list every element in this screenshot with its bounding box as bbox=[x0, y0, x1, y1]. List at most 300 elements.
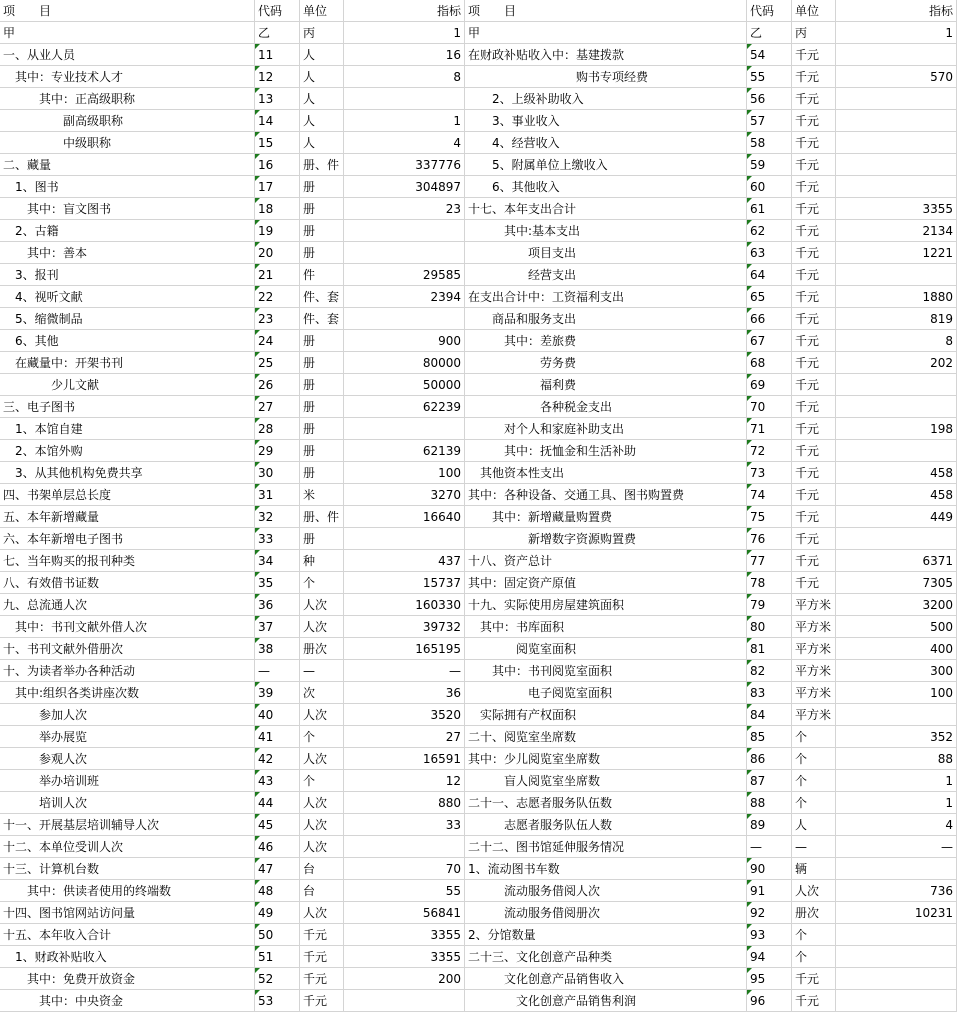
cell-right-code[interactable] bbox=[747, 968, 792, 990]
cell-left-value[interactable] bbox=[344, 968, 465, 990]
cell-left-code[interactable] bbox=[255, 110, 300, 132]
cell-left-value[interactable] bbox=[344, 792, 465, 814]
cell-left-item[interactable] bbox=[0, 528, 255, 550]
cell-right-unit[interactable] bbox=[792, 792, 836, 814]
cell-left-code[interactable] bbox=[255, 286, 300, 308]
cell-left-unit[interactable] bbox=[300, 726, 344, 748]
cell-left-item[interactable] bbox=[0, 286, 255, 308]
cell-right-code[interactable] bbox=[747, 330, 792, 352]
cell-left-item[interactable] bbox=[0, 880, 255, 902]
cell-left-item[interactable] bbox=[0, 132, 255, 154]
cell-right-item[interactable] bbox=[465, 858, 747, 880]
cell-left-unit[interactable] bbox=[300, 550, 344, 572]
cell-left-value[interactable] bbox=[344, 418, 465, 440]
cell-right-code[interactable] bbox=[747, 44, 792, 66]
cell-left-item[interactable] bbox=[0, 770, 255, 792]
cell-right-unit[interactable] bbox=[792, 132, 836, 154]
cell-left-code[interactable] bbox=[255, 880, 300, 902]
cell-left-unit[interactable] bbox=[300, 990, 344, 1012]
cell-right-unit[interactable] bbox=[792, 484, 836, 506]
cell-left-value[interactable] bbox=[344, 374, 465, 396]
cell-left-unit[interactable] bbox=[300, 418, 344, 440]
cell-right-item[interactable] bbox=[465, 616, 747, 638]
cell-left-value[interactable] bbox=[344, 396, 465, 418]
cell-left-value[interactable] bbox=[344, 132, 465, 154]
cell-right-value[interactable] bbox=[836, 286, 957, 308]
cell-left-value[interactable] bbox=[344, 638, 465, 660]
cell-right-value[interactable] bbox=[836, 352, 957, 374]
cell-right-unit[interactable] bbox=[792, 946, 836, 968]
cell-left-value[interactable] bbox=[344, 462, 465, 484]
cell-right-code[interactable] bbox=[747, 88, 792, 110]
cell-right-value[interactable] bbox=[836, 770, 957, 792]
cell-right-item[interactable] bbox=[465, 352, 747, 374]
cell-right-code[interactable] bbox=[747, 550, 792, 572]
cell-right-unit[interactable] bbox=[792, 396, 836, 418]
cell-right-value[interactable] bbox=[836, 308, 957, 330]
header-left-item[interactable] bbox=[0, 0, 255, 22]
cell-right-code[interactable] bbox=[747, 946, 792, 968]
cell-right-item[interactable] bbox=[465, 396, 747, 418]
cell-right-value[interactable] bbox=[836, 330, 957, 352]
cell-right-item[interactable] bbox=[465, 66, 747, 88]
cell-right-item[interactable] bbox=[465, 44, 747, 66]
cell-left-item[interactable] bbox=[0, 220, 255, 242]
cell-left-unit[interactable] bbox=[300, 462, 344, 484]
cell-left-item[interactable] bbox=[0, 308, 255, 330]
cell-right-item[interactable] bbox=[465, 506, 747, 528]
cell-right-value[interactable] bbox=[836, 484, 957, 506]
cell-left-value[interactable] bbox=[344, 902, 465, 924]
cell-right-value[interactable] bbox=[836, 572, 957, 594]
cell-right-item[interactable] bbox=[465, 242, 747, 264]
cell-left-value[interactable] bbox=[344, 352, 465, 374]
cell-left-value[interactable] bbox=[344, 836, 465, 858]
cell-right-item[interactable] bbox=[465, 880, 747, 902]
cell-right-item[interactable] bbox=[465, 814, 747, 836]
cell-right-item[interactable] bbox=[465, 946, 747, 968]
cell-left-value[interactable] bbox=[344, 484, 465, 506]
cell-left-code[interactable] bbox=[255, 594, 300, 616]
cell-left-code[interactable] bbox=[255, 220, 300, 242]
cell-left-item[interactable] bbox=[0, 506, 255, 528]
cell-right-code[interactable] bbox=[747, 484, 792, 506]
cell-left-unit[interactable] bbox=[300, 836, 344, 858]
cell-right-unit[interactable] bbox=[792, 704, 836, 726]
cell-right-unit[interactable] bbox=[792, 220, 836, 242]
cell-right-unit[interactable] bbox=[792, 440, 836, 462]
cell-left-item[interactable] bbox=[0, 66, 255, 88]
cell-left-unit[interactable] bbox=[300, 44, 344, 66]
cell-left-value[interactable] bbox=[344, 594, 465, 616]
cell-left-unit[interactable] bbox=[300, 154, 344, 176]
cell-left-unit[interactable] bbox=[300, 572, 344, 594]
cell-right-value[interactable] bbox=[836, 660, 957, 682]
cell-left-code[interactable] bbox=[255, 506, 300, 528]
cell-left-item[interactable] bbox=[0, 814, 255, 836]
cell-left-item[interactable] bbox=[0, 44, 255, 66]
cell-right-unit[interactable] bbox=[792, 176, 836, 198]
cell-left-unit[interactable] bbox=[300, 264, 344, 286]
cell-right-item[interactable] bbox=[465, 418, 747, 440]
cell-right-value[interactable] bbox=[836, 440, 957, 462]
cell-left-code[interactable] bbox=[255, 44, 300, 66]
cell-right-value[interactable] bbox=[836, 550, 957, 572]
cell-right-code[interactable] bbox=[747, 154, 792, 176]
cell-left-unit[interactable] bbox=[300, 968, 344, 990]
cell-left-code[interactable] bbox=[255, 88, 300, 110]
cell-left-item[interactable] bbox=[0, 792, 255, 814]
cell-right-code[interactable] bbox=[747, 220, 792, 242]
cell-left-unit[interactable] bbox=[300, 528, 344, 550]
cell-right-item[interactable] bbox=[465, 462, 747, 484]
cell-right-item[interactable] bbox=[465, 572, 747, 594]
cell-right-code[interactable] bbox=[747, 110, 792, 132]
cell-left-value[interactable] bbox=[344, 22, 465, 44]
cell-right-item[interactable] bbox=[465, 484, 747, 506]
cell-left-code[interactable] bbox=[255, 704, 300, 726]
cell-left-unit[interactable] bbox=[300, 286, 344, 308]
cell-left-unit[interactable] bbox=[300, 374, 344, 396]
cell-right-item[interactable] bbox=[465, 22, 747, 44]
cell-right-unit[interactable] bbox=[792, 22, 836, 44]
cell-left-unit[interactable] bbox=[300, 902, 344, 924]
cell-right-unit[interactable] bbox=[792, 990, 836, 1012]
cell-right-value[interactable] bbox=[836, 374, 957, 396]
cell-right-unit[interactable] bbox=[792, 528, 836, 550]
cell-left-item[interactable] bbox=[0, 946, 255, 968]
cell-left-item[interactable] bbox=[0, 242, 255, 264]
cell-right-code[interactable] bbox=[747, 682, 792, 704]
cell-right-unit[interactable] bbox=[792, 374, 836, 396]
cell-right-unit[interactable] bbox=[792, 66, 836, 88]
cell-right-item[interactable] bbox=[465, 264, 747, 286]
cell-left-value[interactable] bbox=[344, 704, 465, 726]
cell-left-unit[interactable] bbox=[300, 308, 344, 330]
cell-left-item[interactable] bbox=[0, 704, 255, 726]
cell-left-code[interactable] bbox=[255, 792, 300, 814]
cell-right-unit[interactable] bbox=[792, 836, 836, 858]
cell-right-item[interactable] bbox=[465, 682, 747, 704]
cell-right-unit[interactable] bbox=[792, 682, 836, 704]
cell-right-value[interactable] bbox=[836, 264, 957, 286]
cell-right-item[interactable] bbox=[465, 88, 747, 110]
cell-right-code[interactable] bbox=[747, 66, 792, 88]
cell-left-value[interactable] bbox=[344, 616, 465, 638]
cell-right-unit[interactable] bbox=[792, 880, 836, 902]
cell-left-unit[interactable] bbox=[300, 770, 344, 792]
cell-right-code[interactable] bbox=[747, 198, 792, 220]
cell-left-value[interactable] bbox=[344, 176, 465, 198]
header-right-code[interactable] bbox=[747, 0, 792, 22]
cell-right-code[interactable] bbox=[747, 176, 792, 198]
cell-right-item[interactable] bbox=[465, 550, 747, 572]
cell-right-unit[interactable] bbox=[792, 968, 836, 990]
cell-left-item[interactable] bbox=[0, 462, 255, 484]
cell-left-item[interactable] bbox=[0, 572, 255, 594]
cell-right-unit[interactable] bbox=[792, 88, 836, 110]
cell-left-item[interactable] bbox=[0, 396, 255, 418]
cell-right-item[interactable] bbox=[465, 704, 747, 726]
cell-right-value[interactable] bbox=[836, 858, 957, 880]
cell-right-value[interactable] bbox=[836, 594, 957, 616]
cell-right-unit[interactable] bbox=[792, 242, 836, 264]
cell-right-unit[interactable] bbox=[792, 506, 836, 528]
cell-right-value[interactable] bbox=[836, 88, 957, 110]
cell-right-value[interactable] bbox=[836, 792, 957, 814]
cell-left-item[interactable] bbox=[0, 726, 255, 748]
cell-right-unit[interactable] bbox=[792, 924, 836, 946]
cell-left-code[interactable] bbox=[255, 660, 300, 682]
cell-right-code[interactable] bbox=[747, 660, 792, 682]
cell-right-code[interactable] bbox=[747, 792, 792, 814]
cell-right-item[interactable] bbox=[465, 748, 747, 770]
cell-left-code[interactable] bbox=[255, 154, 300, 176]
cell-left-value[interactable] bbox=[344, 66, 465, 88]
cell-left-value[interactable] bbox=[344, 286, 465, 308]
cell-right-unit[interactable] bbox=[792, 418, 836, 440]
cell-left-value[interactable] bbox=[344, 88, 465, 110]
cell-right-item[interactable] bbox=[465, 638, 747, 660]
cell-left-item[interactable] bbox=[0, 550, 255, 572]
cell-right-item[interactable] bbox=[465, 198, 747, 220]
cell-right-code[interactable] bbox=[747, 616, 792, 638]
cell-left-code[interactable] bbox=[255, 528, 300, 550]
cell-left-item[interactable] bbox=[0, 836, 255, 858]
cell-left-code[interactable] bbox=[255, 748, 300, 770]
cell-left-unit[interactable] bbox=[300, 638, 344, 660]
cell-left-unit[interactable] bbox=[300, 946, 344, 968]
cell-left-code[interactable] bbox=[255, 176, 300, 198]
cell-right-unit[interactable] bbox=[792, 770, 836, 792]
cell-left-item[interactable] bbox=[0, 440, 255, 462]
cell-left-value[interactable] bbox=[344, 440, 465, 462]
cell-left-item[interactable] bbox=[0, 682, 255, 704]
cell-left-unit[interactable] bbox=[300, 594, 344, 616]
cell-left-unit[interactable] bbox=[300, 220, 344, 242]
cell-left-unit[interactable] bbox=[300, 396, 344, 418]
cell-left-code[interactable] bbox=[255, 638, 300, 660]
cell-right-item[interactable] bbox=[465, 330, 747, 352]
cell-right-item[interactable] bbox=[465, 132, 747, 154]
cell-left-code[interactable] bbox=[255, 682, 300, 704]
cell-right-code[interactable] bbox=[747, 836, 792, 858]
cell-left-item[interactable] bbox=[0, 154, 255, 176]
cell-right-unit[interactable] bbox=[792, 308, 836, 330]
header-right-value[interactable] bbox=[836, 0, 957, 22]
cell-right-value[interactable] bbox=[836, 748, 957, 770]
cell-left-code[interactable] bbox=[255, 242, 300, 264]
cell-right-value[interactable] bbox=[836, 220, 957, 242]
cell-right-item[interactable] bbox=[465, 902, 747, 924]
cell-left-code[interactable] bbox=[255, 22, 300, 44]
cell-right-unit[interactable] bbox=[792, 858, 836, 880]
cell-left-item[interactable] bbox=[0, 264, 255, 286]
cell-left-unit[interactable] bbox=[300, 880, 344, 902]
cell-right-value[interactable] bbox=[836, 176, 957, 198]
cell-right-item[interactable] bbox=[465, 110, 747, 132]
cell-right-unit[interactable] bbox=[792, 286, 836, 308]
cell-right-item[interactable] bbox=[465, 154, 747, 176]
cell-left-code[interactable] bbox=[255, 726, 300, 748]
cell-right-code[interactable] bbox=[747, 440, 792, 462]
cell-right-code[interactable] bbox=[747, 594, 792, 616]
cell-right-value[interactable] bbox=[836, 242, 957, 264]
cell-right-value[interactable] bbox=[836, 462, 957, 484]
cell-left-value[interactable] bbox=[344, 748, 465, 770]
cell-left-value[interactable] bbox=[344, 242, 465, 264]
cell-right-item[interactable] bbox=[465, 528, 747, 550]
cell-right-value[interactable] bbox=[836, 704, 957, 726]
cell-left-unit[interactable] bbox=[300, 132, 344, 154]
cell-right-item[interactable] bbox=[465, 726, 747, 748]
cell-right-code[interactable] bbox=[747, 418, 792, 440]
cell-right-item[interactable] bbox=[465, 308, 747, 330]
cell-left-unit[interactable] bbox=[300, 748, 344, 770]
cell-left-item[interactable] bbox=[0, 616, 255, 638]
cell-left-code[interactable] bbox=[255, 396, 300, 418]
cell-left-unit[interactable] bbox=[300, 88, 344, 110]
cell-left-unit[interactable] bbox=[300, 352, 344, 374]
cell-left-item[interactable] bbox=[0, 88, 255, 110]
cell-right-unit[interactable] bbox=[792, 814, 836, 836]
cell-left-value[interactable] bbox=[344, 946, 465, 968]
cell-left-code[interactable] bbox=[255, 902, 300, 924]
cell-right-value[interactable] bbox=[836, 880, 957, 902]
cell-left-unit[interactable] bbox=[300, 242, 344, 264]
cell-left-value[interactable] bbox=[344, 330, 465, 352]
cell-right-unit[interactable] bbox=[792, 198, 836, 220]
cell-left-code[interactable] bbox=[255, 946, 300, 968]
cell-left-unit[interactable] bbox=[300, 616, 344, 638]
cell-right-code[interactable] bbox=[747, 638, 792, 660]
cell-left-item[interactable] bbox=[0, 748, 255, 770]
cell-right-code[interactable] bbox=[747, 22, 792, 44]
cell-left-item[interactable] bbox=[0, 594, 255, 616]
cell-right-code[interactable] bbox=[747, 704, 792, 726]
cell-right-unit[interactable] bbox=[792, 154, 836, 176]
cell-right-value[interactable] bbox=[836, 682, 957, 704]
cell-left-unit[interactable] bbox=[300, 792, 344, 814]
cell-right-unit[interactable] bbox=[792, 726, 836, 748]
header-left-value[interactable] bbox=[344, 0, 465, 22]
cell-right-item[interactable] bbox=[465, 836, 747, 858]
cell-right-value[interactable] bbox=[836, 836, 957, 858]
cell-left-code[interactable] bbox=[255, 374, 300, 396]
cell-left-code[interactable] bbox=[255, 462, 300, 484]
cell-left-item[interactable] bbox=[0, 198, 255, 220]
cell-left-value[interactable] bbox=[344, 264, 465, 286]
cell-right-unit[interactable] bbox=[792, 660, 836, 682]
cell-right-item[interactable] bbox=[465, 792, 747, 814]
cell-left-code[interactable] bbox=[255, 550, 300, 572]
cell-right-unit[interactable] bbox=[792, 594, 836, 616]
cell-left-code[interactable] bbox=[255, 990, 300, 1012]
cell-left-value[interactable] bbox=[344, 924, 465, 946]
cell-right-value[interactable] bbox=[836, 110, 957, 132]
header-right-unit[interactable] bbox=[792, 0, 836, 22]
cell-right-item[interactable] bbox=[465, 968, 747, 990]
cell-right-value[interactable] bbox=[836, 44, 957, 66]
cell-left-unit[interactable] bbox=[300, 924, 344, 946]
cell-right-value[interactable] bbox=[836, 946, 957, 968]
cell-left-item[interactable] bbox=[0, 660, 255, 682]
cell-left-unit[interactable] bbox=[300, 858, 344, 880]
cell-right-unit[interactable] bbox=[792, 616, 836, 638]
cell-right-code[interactable] bbox=[747, 990, 792, 1012]
cell-right-value[interactable] bbox=[836, 396, 957, 418]
cell-left-unit[interactable] bbox=[300, 110, 344, 132]
cell-right-unit[interactable] bbox=[792, 462, 836, 484]
cell-right-item[interactable] bbox=[465, 220, 747, 242]
cell-right-value[interactable] bbox=[836, 814, 957, 836]
cell-left-item[interactable] bbox=[0, 176, 255, 198]
cell-left-code[interactable] bbox=[255, 264, 300, 286]
cell-right-code[interactable] bbox=[747, 924, 792, 946]
cell-left-code[interactable] bbox=[255, 836, 300, 858]
cell-right-item[interactable] bbox=[465, 660, 747, 682]
header-right-item[interactable] bbox=[465, 0, 747, 22]
cell-left-code[interactable] bbox=[255, 616, 300, 638]
cell-right-code[interactable] bbox=[747, 726, 792, 748]
cell-right-unit[interactable] bbox=[792, 352, 836, 374]
cell-right-code[interactable] bbox=[747, 902, 792, 924]
cell-right-unit[interactable] bbox=[792, 330, 836, 352]
cell-right-unit[interactable] bbox=[792, 572, 836, 594]
cell-right-code[interactable] bbox=[747, 770, 792, 792]
cell-right-item[interactable] bbox=[465, 374, 747, 396]
cell-left-value[interactable] bbox=[344, 770, 465, 792]
cell-left-value[interactable] bbox=[344, 528, 465, 550]
cell-left-item[interactable] bbox=[0, 858, 255, 880]
cell-right-value[interactable] bbox=[836, 968, 957, 990]
cell-right-code[interactable] bbox=[747, 528, 792, 550]
cell-right-value[interactable] bbox=[836, 132, 957, 154]
cell-left-unit[interactable] bbox=[300, 814, 344, 836]
cell-left-item[interactable] bbox=[0, 352, 255, 374]
cell-left-code[interactable] bbox=[255, 770, 300, 792]
cell-left-code[interactable] bbox=[255, 814, 300, 836]
cell-left-code[interactable] bbox=[255, 352, 300, 374]
cell-left-value[interactable] bbox=[344, 682, 465, 704]
cell-left-value[interactable] bbox=[344, 660, 465, 682]
cell-left-unit[interactable] bbox=[300, 440, 344, 462]
cell-left-value[interactable] bbox=[344, 154, 465, 176]
cell-left-value[interactable] bbox=[344, 990, 465, 1012]
cell-right-unit[interactable] bbox=[792, 110, 836, 132]
cell-left-code[interactable] bbox=[255, 132, 300, 154]
cell-right-unit[interactable] bbox=[792, 264, 836, 286]
cell-right-code[interactable] bbox=[747, 264, 792, 286]
cell-right-value[interactable] bbox=[836, 638, 957, 660]
cell-left-unit[interactable] bbox=[300, 660, 344, 682]
cell-left-code[interactable] bbox=[255, 440, 300, 462]
cell-right-unit[interactable] bbox=[792, 550, 836, 572]
cell-right-code[interactable] bbox=[747, 880, 792, 902]
cell-left-code[interactable] bbox=[255, 66, 300, 88]
cell-left-item[interactable] bbox=[0, 484, 255, 506]
cell-left-item[interactable] bbox=[0, 902, 255, 924]
cell-right-value[interactable] bbox=[836, 924, 957, 946]
cell-left-value[interactable] bbox=[344, 110, 465, 132]
cell-right-item[interactable] bbox=[465, 924, 747, 946]
cell-right-item[interactable] bbox=[465, 990, 747, 1012]
cell-left-item[interactable] bbox=[0, 418, 255, 440]
cell-right-code[interactable] bbox=[747, 352, 792, 374]
cell-right-code[interactable] bbox=[747, 506, 792, 528]
cell-left-item[interactable] bbox=[0, 924, 255, 946]
cell-left-value[interactable] bbox=[344, 506, 465, 528]
